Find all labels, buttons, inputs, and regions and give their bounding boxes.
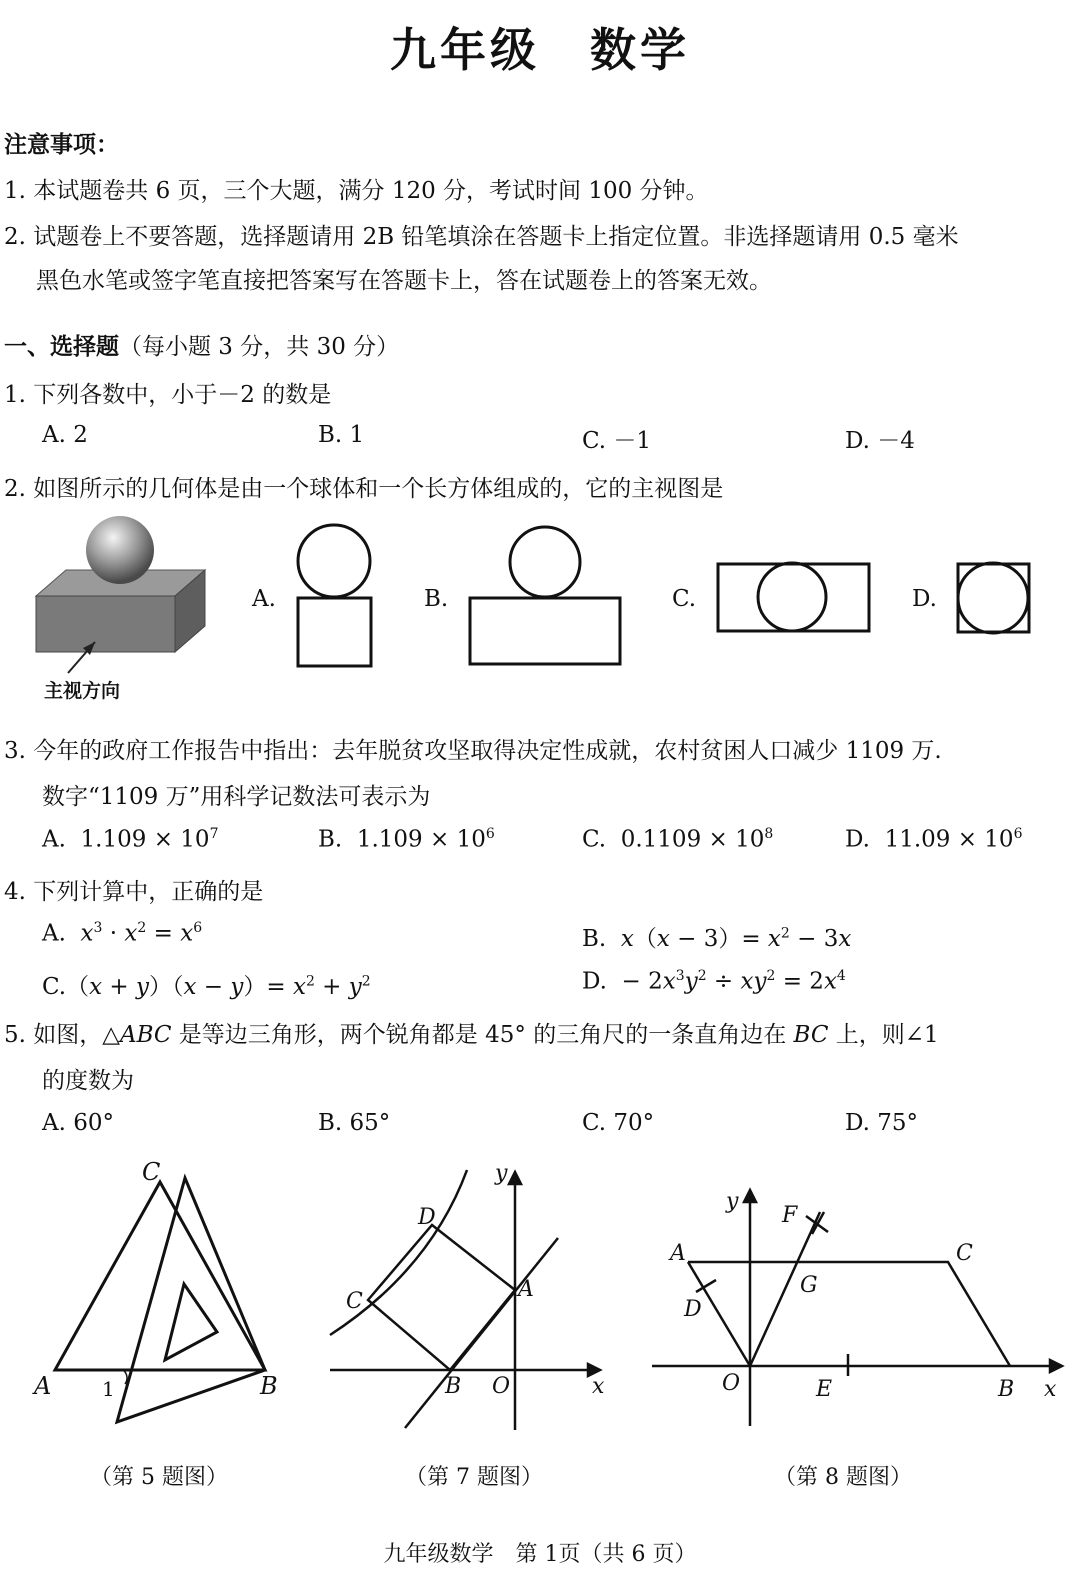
sphere [86, 516, 154, 584]
q1-stem: 1. 下列各数中，小于－2 的数是 [4, 382, 332, 408]
fig8-caption: （第 8 题图） [774, 1465, 912, 1490]
q1-option-c: C. －1 [582, 428, 652, 454]
notice-item-2-cont: 黑色水笔或签字笔直接把答案写在答题卡上，答在试题卷上的答案无效。 [36, 268, 772, 294]
fig7-label-o: O [492, 1374, 511, 1399]
q4-option-c: $C.(x + y)(x - y)= x^2 + y^2$ [42, 973, 371, 1000]
view-direction-label: 主视方向 [44, 680, 121, 702]
q5-stem-2: 的度数为 [42, 1068, 134, 1094]
q5-stem-1: 5. 如图，△ABC 是等边三角形，两个锐角都是 45° 的三角尺的一条直角边在 BC 上，则∠1 [4, 1022, 939, 1048]
option-c-figure [718, 563, 869, 631]
q3-option-c: C. $0.1109 \times 10^8$ [582, 826, 774, 853]
option-a-figure [298, 525, 371, 666]
fig7-caption: （第 7 题图） [405, 1465, 543, 1490]
fig5-caption: （第 5 题图） [90, 1465, 228, 1490]
section-note: （每小题 3 分，共 30 分） [119, 334, 400, 360]
fig8-label-c: C [956, 1241, 973, 1266]
q3-option-b: B. $1.109 \times 10^6$ [318, 826, 495, 853]
fig7-label-a: A [518, 1277, 534, 1302]
q1-option-b: B. 1 [318, 422, 365, 448]
page-footer: 九年级数学 第 1页（共 6 页） [383, 1542, 697, 1567]
q3-stem-1: 3. 今年的政府工作报告中指出：去年脱贫攻坚取得决定性成就，农村贫困人口减少 1109 万. [4, 738, 942, 764]
q2-option-b: B. [424, 586, 449, 612]
fig5-label-1: 1 [102, 1377, 115, 1401]
fig7-label-y: y [495, 1161, 508, 1186]
fig7-label-b: B [445, 1374, 462, 1399]
fig7-diagram [330, 1170, 600, 1430]
section-heading [4, 328, 399, 361]
q2-option-a: A. [252, 586, 276, 612]
q5-option-c: C. 70° [582, 1110, 655, 1136]
q2-option-d: D. [912, 586, 937, 612]
fig5-diagram [55, 1178, 265, 1422]
fig8-label-x: x [1044, 1377, 1057, 1402]
fig5-label-b: B [260, 1372, 278, 1400]
section-title: 一、选择题 [4, 334, 119, 360]
q5-option-d: D. 75° [845, 1110, 919, 1136]
notice-item-2: 2. 试题卷上不要答题，选择题请用 2B 铅笔填涂在答题卡上指定位置。非选择题请用 0.5 毫米 [4, 224, 959, 250]
q4-stem: 4. 下列计算中，正确的是 [4, 879, 264, 905]
fig7-label-c: C [346, 1289, 363, 1314]
fig8-label-f: F [782, 1203, 798, 1228]
q1-option-d: D. －4 [845, 428, 915, 454]
solid-figure [36, 516, 205, 673]
q4-option-a: A. $x^3 \cdot x^2 = x^6$ [42, 920, 203, 947]
fig8-label-e: E [816, 1377, 833, 1402]
fig8-label-o: O [722, 1371, 741, 1396]
fig8-label-y: y [726, 1189, 739, 1214]
q3-stem-2: 数字“1109 万”用科学记数法可表示为 [42, 784, 431, 810]
option-b-figure [470, 527, 620, 664]
fig8-label-a: A [670, 1241, 686, 1266]
page-title: 九年级 数学 [390, 23, 690, 77]
figures-row [0, 1150, 1080, 1450]
q1-option-a: A. 2 [42, 422, 88, 448]
option-d-figure [958, 563, 1029, 633]
q5-option-b: B. 65° [318, 1110, 391, 1136]
q3-option-a: A. $1.109 \times 10^7$ [42, 826, 219, 853]
fig8-label-d: D [684, 1297, 702, 1322]
q3-option-d: D. $11.09 \times 10^6$ [845, 826, 1023, 853]
q4-option-b: B. $x(x - 3)= x^2 - 3x$ [582, 925, 852, 952]
notice-heading: 注意事项： [4, 132, 119, 158]
q2-option-c: C. [672, 586, 697, 612]
fig8-label-g: G [800, 1273, 818, 1298]
notice-item-1: 1. 本试题卷共 6 页，三个大题，满分 120 分，考试时间 100 分钟。 [4, 178, 709, 204]
q2-stem: 2. 如图所示的几何体是由一个球体和一个长方体组成的，它的主视图是 [4, 476, 724, 502]
fig5-label-a: A [34, 1372, 52, 1400]
fig5-label-c: C [142, 1158, 161, 1186]
fig7-label-x: x [592, 1374, 605, 1399]
q5-option-a: A. 60° [42, 1110, 114, 1136]
q4-option-d: D. − $2x^3y^2 \div xy^2 = 2x^4$ [582, 968, 846, 995]
fig8-label-b: B [998, 1377, 1015, 1402]
fig7-label-d: D [418, 1205, 436, 1230]
